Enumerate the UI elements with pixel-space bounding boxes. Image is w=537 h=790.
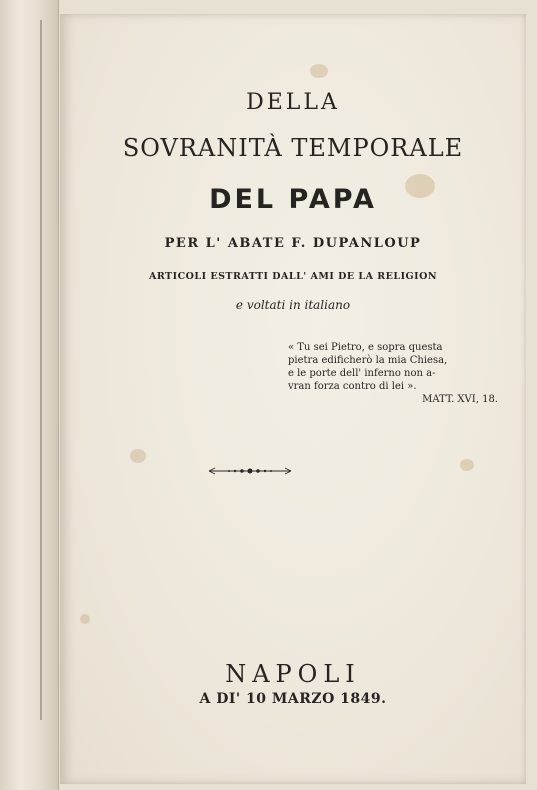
- title-page: [60, 14, 526, 784]
- epigraph-line: e le porte dell' inferno non a-: [288, 368, 436, 379]
- book-spine: [0, 0, 59, 790]
- spine-fold-line: [40, 20, 42, 720]
- subtitle-line: ARTICOLI ESTRATTI DALL' AMI DE LA RELIGION: [148, 271, 438, 282]
- title-line-1: DELLA: [246, 90, 340, 115]
- ornament-rule: [207, 464, 293, 478]
- epigraph-line: pietra edificherò la mia Chiesa,: [288, 355, 448, 366]
- title-line-2: SOVRANITÀ TEMPORALE: [122, 134, 464, 162]
- epigraph-line: « Tu sei Pietro, e sopra questa: [288, 342, 443, 353]
- epigraph: [288, 341, 500, 406]
- title-line-3: DEL PAPA: [209, 184, 377, 215]
- epigraph-reference: MATT. XVI, 18.: [422, 394, 498, 405]
- imprint-date: A DI' 10 MARZO 1849.: [199, 691, 387, 707]
- translation-note: e voltati in italiano: [235, 298, 351, 312]
- author-line: PER L' ABATE F. DUPANLOUP: [164, 236, 422, 251]
- epigraph-line: vran forza contro di lei ».: [288, 381, 417, 392]
- imprint-city: NAPOLI: [225, 660, 361, 688]
